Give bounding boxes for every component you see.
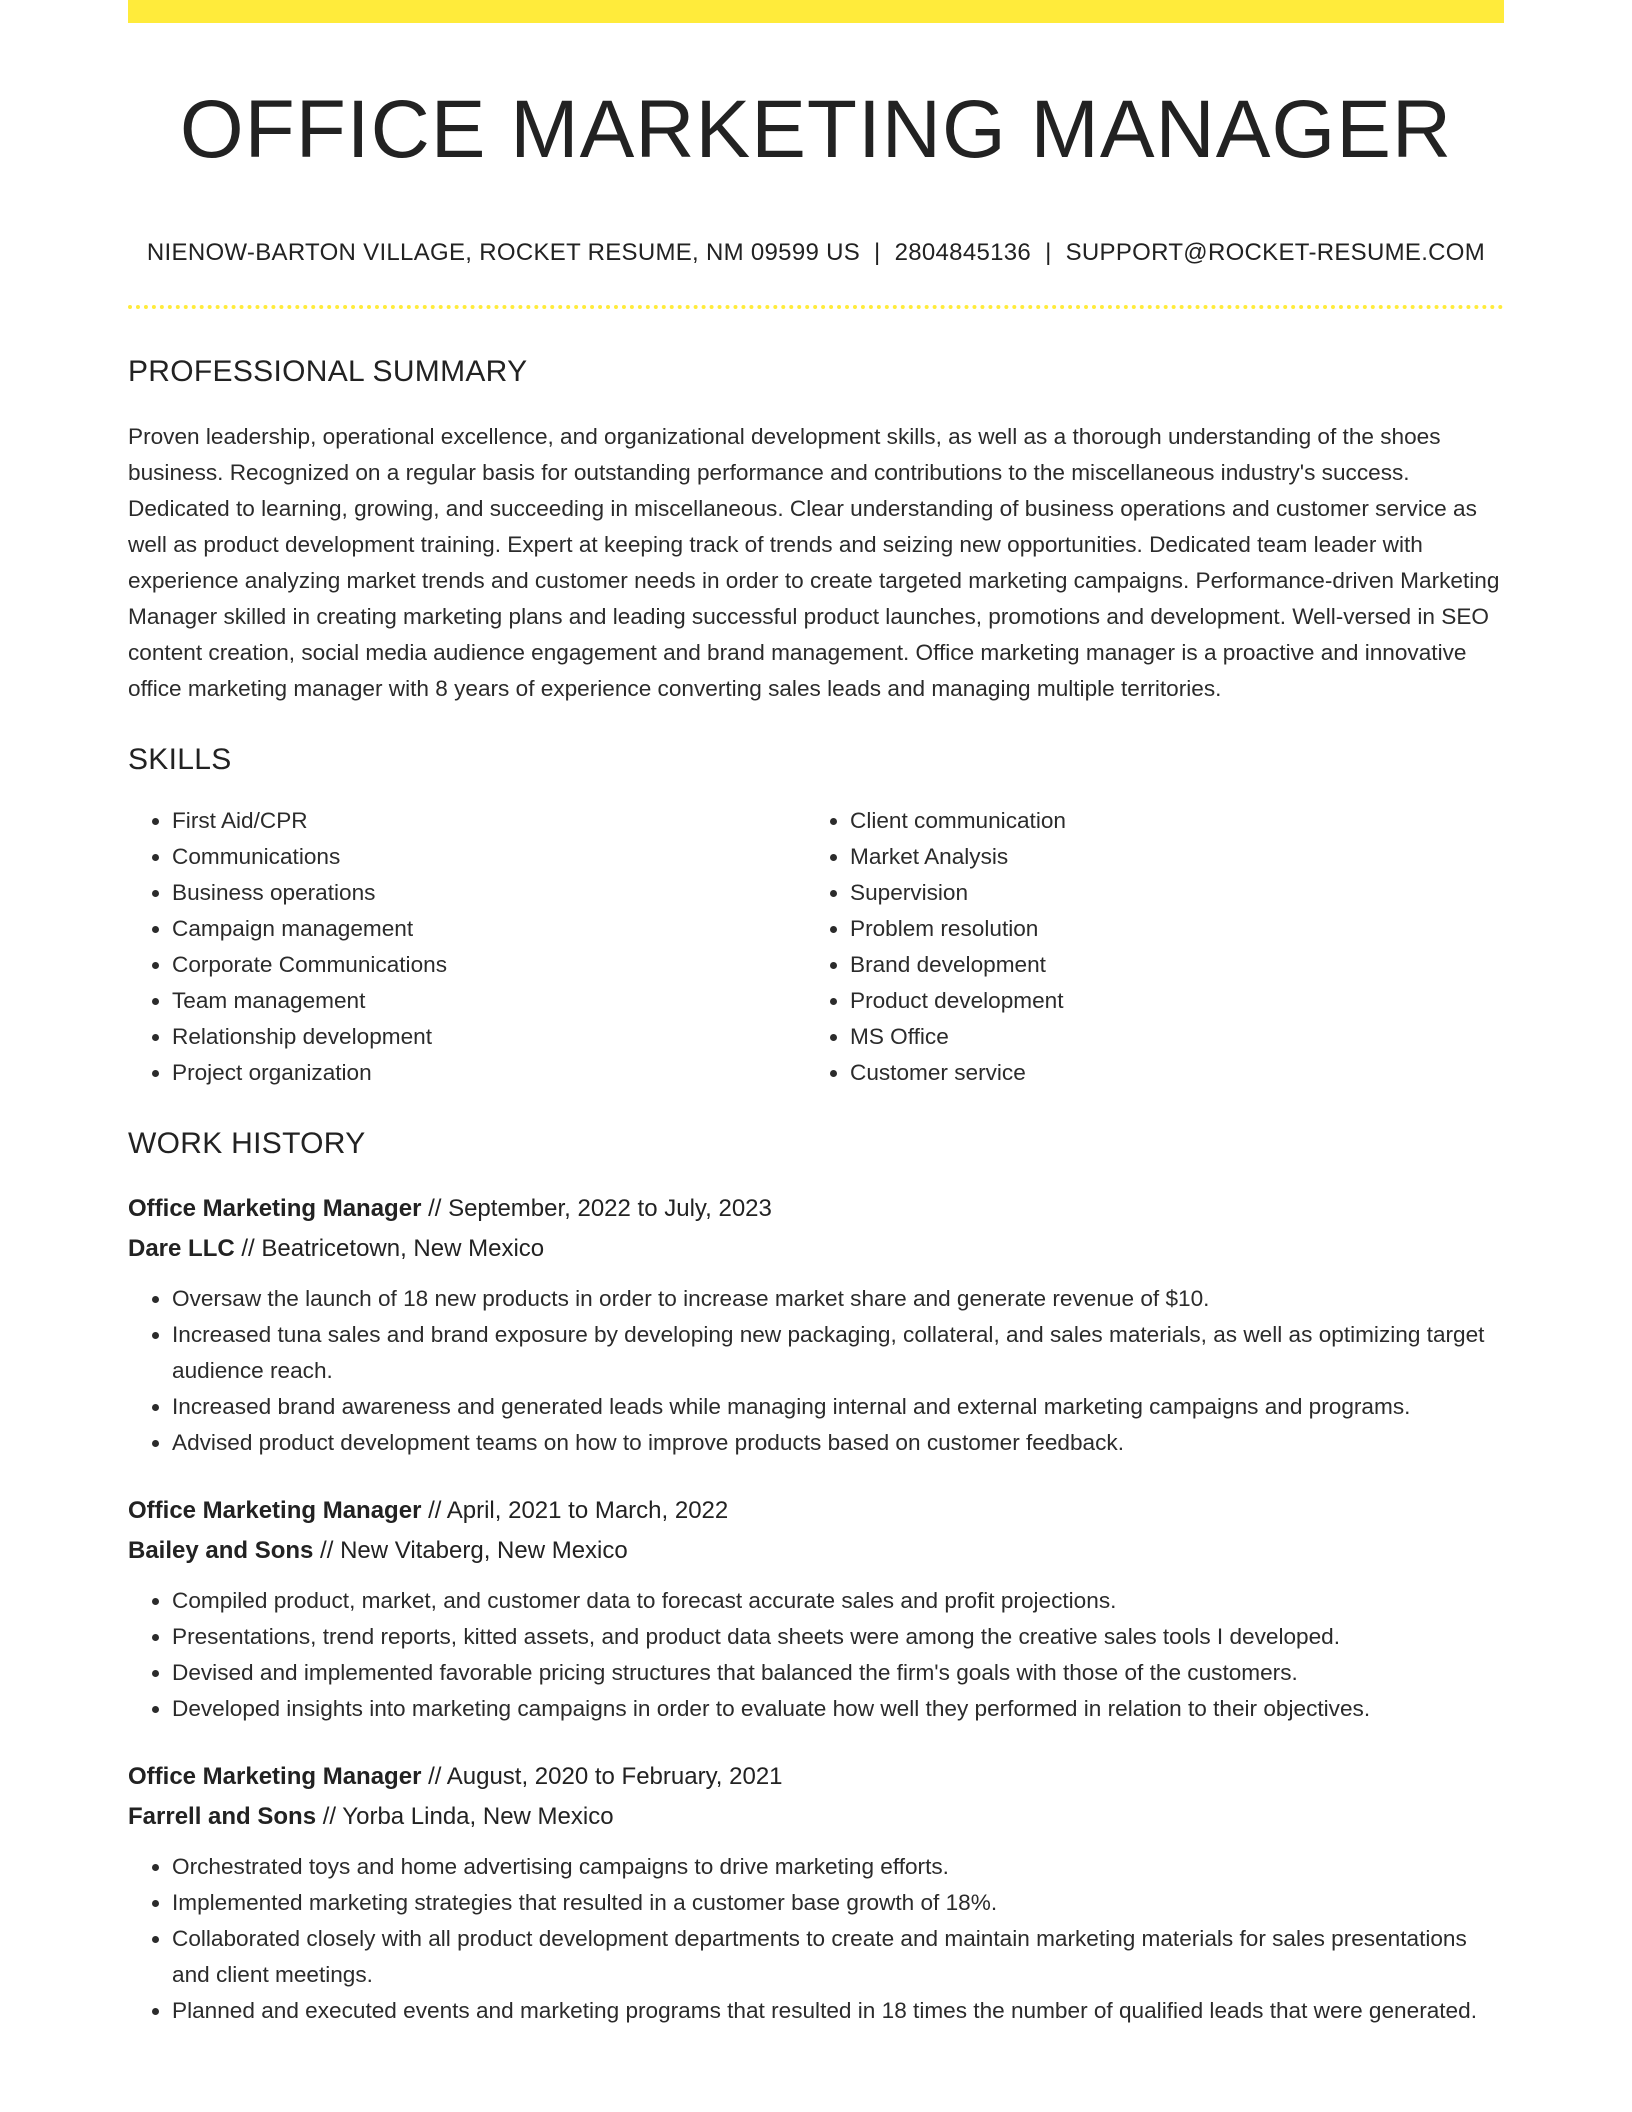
job-bullet: • Oversaw the launch of 18 new products in order to increase market share and generate revenue of $10. xyxy=(172,1281,1504,1317)
job-entry xyxy=(128,1491,1504,1727)
skills-list-right xyxy=(806,803,1484,1091)
job-location: // Yorba Linda, New Mexico xyxy=(316,1803,614,1831)
job-title-line xyxy=(128,1491,1504,1531)
contact-line xyxy=(128,239,1504,267)
contact-separator: | xyxy=(874,239,881,267)
work-history-heading: WORK HISTORY xyxy=(128,1127,366,1161)
summary-text: Proven leadership, operational excellence, and organizational development skills, as well as a thorough understanding of the shoes business. Recognized on a regular basis for outstanding performance and contributions to the miscellaneous industry's success. Dedicated to learning, growing, and succeeding in miscellaneous. Clear understanding of business operations and customer service as well as product development training. Expert at keeping track of trends and seizing new opportunities. Dedicated team leader with experience analyzing market trends and customer needs in order to create targeted marketing campaigns. Performance-driven Marketing Manager skilled in creating marketing plans and leading successful product launches, promotions and development. Well-versed in SEO content creation, social media audience engagement and brand management. Office marketing manager is a proactive and innovative office marketing manager with 8 years of experience converting sales leads and managing multiple territories. xyxy=(128,424,1500,702)
skill-item: • Brand development xyxy=(850,947,1484,983)
contact-phone: 2804845136 xyxy=(894,239,1032,267)
skills-grid xyxy=(128,803,1504,1091)
job-entry xyxy=(128,1189,1504,1461)
skill-item: • Communications xyxy=(172,839,806,875)
header-divider xyxy=(128,305,1504,309)
job-bullet: • Advised product development teams on how to improve products based on customer feedback. xyxy=(172,1425,1504,1461)
job-entry xyxy=(128,1757,1504,2029)
job-dates: // September, 2022 to July, 2023 xyxy=(421,1195,772,1223)
job-company: Dare LLC xyxy=(128,1235,235,1263)
job-title-line xyxy=(128,1189,1504,1229)
skill-item: • First Aid/CPR xyxy=(172,803,806,839)
skills-heading: SKILLS xyxy=(128,743,232,777)
skill-item: • Product development xyxy=(850,983,1484,1019)
skill-item: • Customer service xyxy=(850,1055,1484,1091)
job-bullet: • Implemented marketing strategies that resulted in a customer base growth of 18%. xyxy=(172,1885,1504,1921)
contact-address: NIENOW-BARTON VILLAGE, ROCKET RESUME, NM 09599 US xyxy=(146,239,861,267)
skill-item: • Problem resolution xyxy=(850,911,1484,947)
skills-list-left xyxy=(128,803,806,1091)
job-bullet: • Devised and implemented favorable pricing structures that balanced the firm's goals with those of the customers. xyxy=(172,1655,1504,1691)
summary-heading: PROFESSIONAL SUMMARY xyxy=(128,355,528,389)
skill-item: • Market Analysis xyxy=(850,839,1484,875)
skill-item: • Corporate Communications xyxy=(172,947,806,983)
job-bullet: • Planned and executed events and marketing programs that resulted in 18 times the number of qualified leads that were generated. xyxy=(172,1993,1504,2029)
job-title-line xyxy=(128,1757,1504,1797)
resume-title: OFFICE MARKETING MANAGER xyxy=(179,84,1453,175)
job-title: Office Marketing Manager xyxy=(128,1763,422,1791)
skill-item: • Project organization xyxy=(172,1055,806,1091)
resume-page xyxy=(128,0,1504,2029)
job-company-line xyxy=(128,1797,1504,1837)
job-company-line xyxy=(128,1229,1504,1269)
job-company-line xyxy=(128,1531,1504,1571)
job-bullet: • Presentations, trend reports, kitted assets, and product data sheets were among the creative sales tools I developed. xyxy=(172,1619,1504,1655)
job-location: // New Vitaberg, New Mexico xyxy=(313,1537,628,1565)
skill-item: • Client communication xyxy=(850,803,1484,839)
job-bullets xyxy=(128,1849,1504,2029)
job-title: Office Marketing Manager xyxy=(128,1195,422,1223)
job-company: Bailey and Sons xyxy=(128,1537,314,1565)
job-title: Office Marketing Manager xyxy=(128,1497,422,1525)
job-bullet: • Compiled product, market, and customer data to forecast accurate sales and profit projections. xyxy=(172,1583,1504,1619)
job-bullets xyxy=(128,1583,1504,1727)
job-dates: // April, 2021 to March, 2022 xyxy=(421,1497,729,1525)
job-dates: // August, 2020 to February, 2021 xyxy=(421,1763,783,1791)
skill-item: • Team management xyxy=(172,983,806,1019)
contact-separator: | xyxy=(1045,239,1052,267)
job-bullet: • Increased brand awareness and generated leads while managing internal and external marketing campaigns and programs. xyxy=(172,1389,1504,1425)
job-bullet: • Collaborated closely with all product development departments to create and maintain marketing materials for sales presentations and client meetings. xyxy=(172,1921,1504,1993)
job-location: // Beatricetown, New Mexico xyxy=(234,1235,545,1263)
job-company: Farrell and Sons xyxy=(128,1803,317,1831)
skill-item: • Business operations xyxy=(172,875,806,911)
job-bullet: • Increased tuna sales and brand exposure by developing new packaging, collateral, and sales materials, as well as optimizing target audience reach. xyxy=(172,1317,1504,1389)
skill-item: • Supervision xyxy=(850,875,1484,911)
top-accent-bar xyxy=(128,0,1504,23)
skill-item: • Campaign management xyxy=(172,911,806,947)
job-bullet: • Developed insights into marketing campaigns in order to evaluate how well they performed in relation to their objectives. xyxy=(172,1691,1504,1727)
work-history-list xyxy=(128,1189,1504,2029)
job-bullets xyxy=(128,1281,1504,1461)
job-bullet: • Orchestrated toys and home advertising campaigns to drive marketing efforts. xyxy=(172,1849,1504,1885)
skill-item: • MS Office xyxy=(850,1019,1484,1055)
skill-item: • Relationship development xyxy=(172,1019,806,1055)
contact-email[interactable]: SUPPORT@ROCKET-RESUME.COM xyxy=(1065,239,1486,267)
